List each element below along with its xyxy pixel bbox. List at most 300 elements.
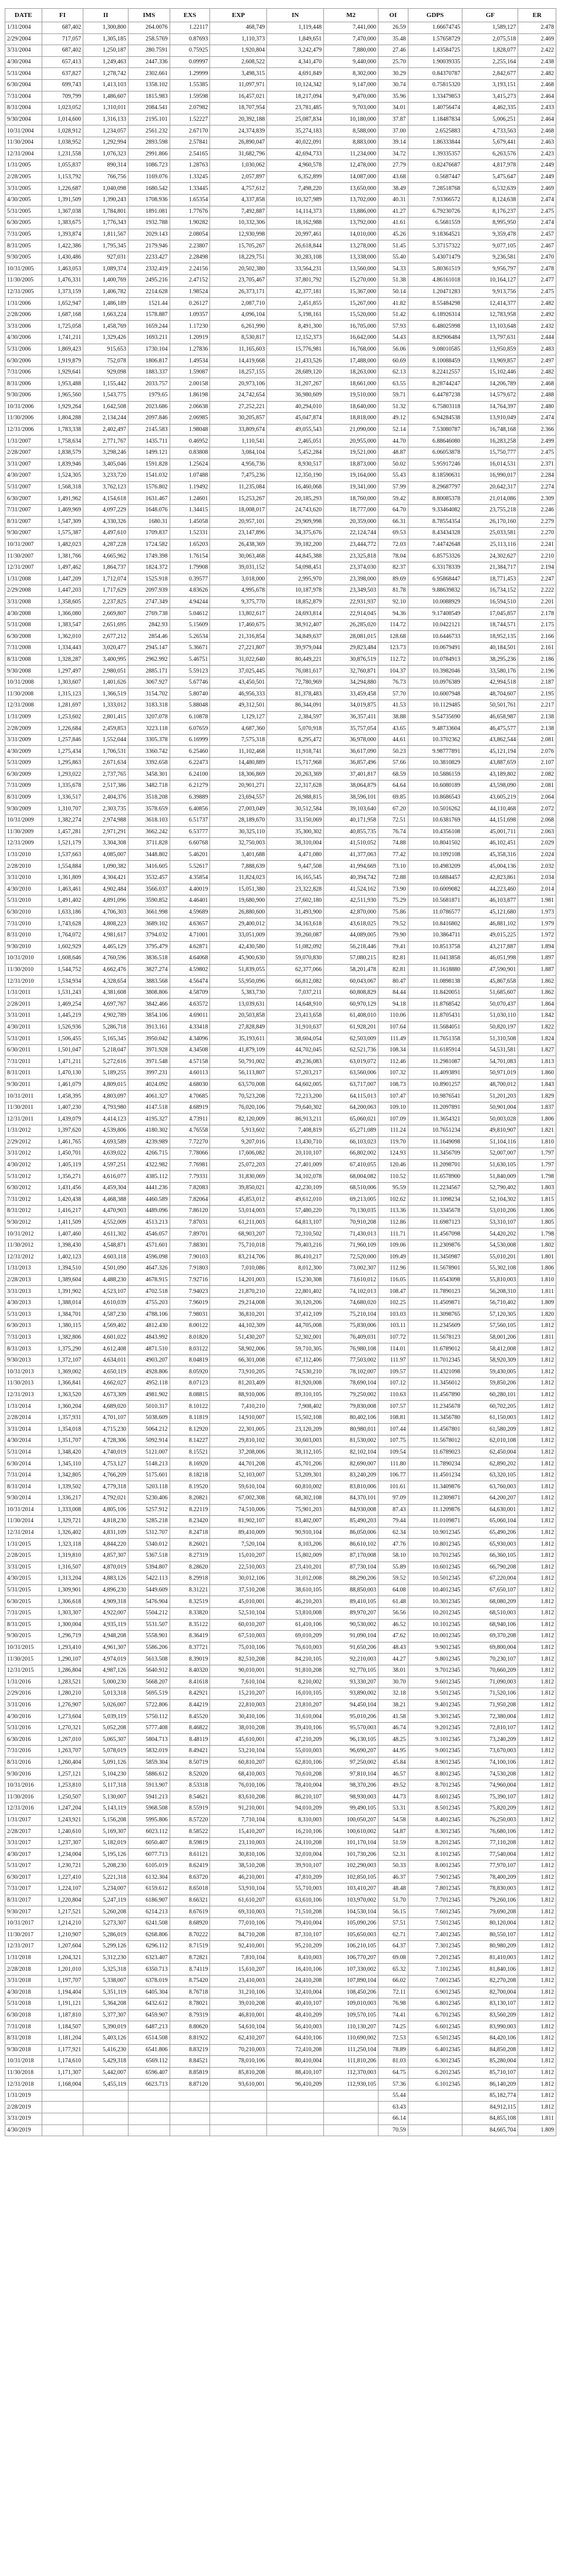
table-cell: 1,171,307	[42, 2067, 83, 2079]
table-cell: 32,010,004	[267, 1849, 324, 1861]
table-cell: 45.84	[378, 1757, 408, 1769]
table-cell: 5722.806	[129, 1699, 170, 1711]
table-cell: 1.65354	[170, 194, 210, 206]
table-cell: 6/30/2009	[5, 769, 42, 780]
table-cell: 83,240,209	[324, 1469, 378, 1481]
table-cell: 1,382,806	[42, 1332, 83, 1343]
table-cell: 5,006,251	[462, 114, 518, 125]
table-cell: 1709.837	[129, 528, 170, 539]
table-cell: 93,890,002	[324, 1688, 378, 1700]
table-cell: 74,960,004	[462, 1780, 518, 1791]
table-cell: 37,412,109	[267, 1309, 324, 1321]
table-cell: 92.10	[378, 596, 408, 608]
table-cell: 6268.806	[129, 1929, 170, 1941]
table-cell: 8,210,002	[267, 1676, 324, 1688]
table-cell: 102.62	[378, 1194, 408, 1206]
table-cell: 20,185,293	[267, 493, 324, 505]
table-cell: 42,994,518	[462, 677, 518, 688]
table-row	[5, 1964, 556, 1976]
table-cell: 74,680,020	[324, 1297, 378, 1309]
table-cell: 11.1098234	[408, 1194, 462, 1206]
table-cell: 8.19520	[170, 1481, 210, 1493]
table-cell: 3482.718	[129, 780, 170, 792]
table-cell: 2/28/2011	[5, 999, 42, 1010]
table-cell: 2,237,825	[83, 596, 129, 608]
table-cell: 1,110,373	[210, 33, 267, 45]
table-cell: 111.97	[378, 1355, 408, 1366]
table-row	[5, 1458, 556, 1470]
table-cell: 4928.806	[129, 1366, 170, 1378]
table-cell: 8.11819	[170, 1412, 210, 1424]
table-row	[5, 1975, 556, 1987]
table-cell: 2.483	[518, 344, 556, 355]
table-cell: 79.44	[378, 1516, 408, 1528]
table-cell: 4,715,230	[83, 1424, 129, 1435]
table-cell: 84.44	[378, 987, 408, 999]
table-cell: 1.812	[518, 1941, 556, 1953]
table-cell: 30,512,584	[267, 803, 324, 815]
table-cell: 2447.336	[129, 56, 170, 68]
table-cell: 1,450,701	[42, 1148, 83, 1160]
table-cell: 2.475	[518, 206, 556, 218]
table-cell: 38,510,208	[210, 1861, 267, 1872]
table-cell: 45,853,012	[210, 1194, 267, 1206]
table-cell: 48.48	[378, 1883, 408, 1895]
table-cell: 8,176,237	[462, 206, 518, 218]
table-cell: 30,120,206	[267, 1297, 324, 1309]
table-cell: 4,497,610	[83, 528, 129, 539]
table-cell: 1521.44	[129, 298, 170, 310]
table-row	[5, 1321, 556, 1332]
table-cell: 7/31/2014	[5, 1469, 42, 1481]
table-cell: 1,642,508	[83, 401, 129, 413]
table-cell: 66,103,023	[324, 1136, 378, 1148]
table-cell: 38,604,054	[267, 1033, 324, 1045]
table-cell: 70.59	[378, 2124, 408, 2136]
table-cell: 38,295,236	[462, 654, 518, 666]
table-cell: 4.58709	[170, 987, 210, 999]
table-cell: 1,543,775	[83, 390, 129, 402]
table-cell: 1.981	[518, 895, 556, 907]
table-cell: 4,766,209	[83, 1469, 129, 1481]
table-cell: 2.475	[518, 286, 556, 298]
table-cell: 30,283,108	[267, 252, 324, 263]
table-cell: 18,760,000	[324, 493, 378, 505]
table-row	[5, 1182, 556, 1194]
table-cell: 2.082	[518, 769, 556, 780]
table-cell: 8,410,003	[267, 1952, 324, 1964]
table-cell: 1,521,179	[42, 838, 83, 850]
table-row	[5, 1803, 556, 1815]
table-cell: 24,742,654	[210, 390, 267, 402]
table-cell: 107.12	[378, 1378, 408, 1390]
table-cell: 7,520,104	[210, 1539, 267, 1550]
table-cell: 5.67746	[170, 677, 210, 688]
table-cell: 1,333,008	[42, 1504, 83, 1516]
table-cell: 2.468	[518, 378, 556, 390]
table-cell: 8/31/2017	[5, 1895, 42, 1906]
table-cell: 2.467	[518, 240, 556, 252]
table-row	[5, 1607, 556, 1619]
table-cell: 95,010,206	[324, 1711, 378, 1723]
table-row	[5, 171, 556, 183]
table-cell: 11.3345678	[408, 1206, 462, 1217]
table-cell: 1.812	[518, 1343, 556, 1355]
table-cell: 1.812	[518, 1412, 556, 1424]
table-cell: 1,357,931	[42, 1412, 83, 1424]
table-cell: 1,243,921	[42, 1814, 83, 1826]
table-cell: 73,670,003	[462, 1746, 518, 1757]
table-cell: 41.58	[378, 1711, 408, 1723]
table-cell: 12/31/2009	[5, 838, 42, 850]
table-cell: 18,640,000	[324, 401, 378, 413]
table-cell: 1,250,187	[83, 45, 129, 57]
table-cell: 87,730,104	[324, 1562, 378, 1573]
table-cell: 41,879,109	[210, 1044, 267, 1056]
table-cell: 23,120,209	[267, 1424, 324, 1435]
table-cell: 26,988,815	[267, 792, 324, 803]
table-cell: 9/30/2006	[5, 390, 42, 402]
table-cell: 1,869,423	[42, 344, 83, 355]
table-cell: 4,935,119	[83, 1619, 129, 1631]
table-cell: 51.70	[378, 1895, 408, 1906]
table-cell: 12/31/2005	[5, 286, 42, 298]
table-cell: 1.812	[518, 1550, 556, 1562]
table-cell: 5230.406	[129, 1493, 170, 1505]
table-cell: 33,809,674	[210, 424, 267, 436]
table-cell: 1.90282	[170, 218, 210, 229]
table-cell: 99,490,105	[324, 1803, 378, 1815]
table-cell: 12/31/2012	[5, 1251, 42, 1263]
table-cell: 5886.612	[129, 1769, 170, 1780]
table-cell: 4546.057	[129, 1228, 170, 1240]
table-cell: 2033.757	[129, 378, 170, 390]
table-cell: 699,743	[42, 79, 83, 91]
table-cell: 11.5684051	[408, 1021, 462, 1033]
table-cell: 11.3450987	[408, 1251, 462, 1263]
table-cell: 25,033,581	[462, 528, 518, 539]
table-cell: 80,980,011	[324, 1424, 378, 1435]
table-cell: 2.57841	[170, 137, 210, 148]
table-cell: 54,098,451	[267, 562, 324, 573]
table-cell: 61,410,106	[267, 1619, 324, 1631]
table-cell: 31,682,796	[210, 148, 267, 160]
table-cell: 1,354,018	[42, 1424, 83, 1435]
table-cell: 1,741,211	[42, 332, 83, 344]
table-row	[5, 493, 556, 505]
table-cell: 8,930,517	[267, 459, 324, 470]
table-cell: 36,980,609	[267, 390, 324, 402]
table-cell: 1,313,204	[42, 1573, 83, 1585]
table-cell: 6405.304	[129, 1987, 170, 1998]
table-cell: 7.79331	[170, 1171, 210, 1183]
table-cell: 5,364,208	[83, 1998, 129, 2010]
table-row	[5, 780, 556, 792]
table-row	[5, 1332, 556, 1343]
table-cell: 74,530,210	[267, 1366, 324, 1378]
table-cell: 16,734,152	[462, 585, 518, 597]
table-cell: 3,401,688	[210, 849, 267, 861]
table-cell: 6/30/2012	[5, 1182, 42, 1194]
table-cell: 927,031	[83, 252, 129, 263]
table-cell: 1,328,287	[42, 654, 83, 666]
table-cell: 4812.430	[129, 1321, 170, 1332]
table-cell: 11.4321098	[408, 1366, 462, 1378]
table-cell: 4/30/2017	[5, 1849, 42, 1861]
table-cell: 11,235,084	[210, 481, 267, 493]
table-cell: 1,431,456	[42, 1182, 83, 1194]
table-cell: 68,903,207	[210, 1228, 267, 1240]
table-cell: 8.18590631	[408, 470, 462, 482]
table-cell: 1,155,442	[83, 378, 129, 390]
table-cell: 1.812	[518, 1826, 556, 1838]
table-cell: 6.21279	[170, 780, 210, 792]
table-cell: 2.468	[518, 125, 556, 137]
table-cell: 77,970,107	[462, 1861, 518, 1872]
table-cell: 7/31/2013	[5, 1332, 42, 1343]
table-cell: 20,359,000	[324, 516, 378, 528]
table-cell: 1,589,127	[462, 22, 518, 34]
table-cell: 31,830,069	[210, 1171, 267, 1183]
table-cell: 35,274,183	[267, 125, 324, 137]
table-cell: 44,701,208	[210, 1458, 267, 1470]
table-cell: 11.2981087	[408, 1056, 462, 1068]
table-cell: 1.39335357	[408, 148, 462, 160]
table-cell: 1648.076	[129, 504, 170, 516]
table-cell: 6.5012345	[408, 2032, 462, 2044]
table-cell: 102,290,003	[324, 1861, 378, 1872]
table-cell: 1,366,080	[42, 608, 83, 620]
table-cell: 1.811	[518, 2113, 556, 2125]
table-cell: 1,476,331	[42, 275, 83, 287]
table-cell: 2.210	[518, 551, 556, 562]
table-cell: 13,802,617	[210, 608, 267, 620]
table-cell: 46.52	[378, 1619, 408, 1631]
table-cell: 1576.802	[129, 481, 170, 493]
table-cell: 4,689,020	[83, 1401, 129, 1413]
table-cell: 1/31/2017	[5, 1814, 42, 1826]
table-cell: 36,617,090	[324, 746, 378, 758]
table-cell: 45,701,206	[267, 1458, 324, 1470]
table-row	[5, 137, 556, 148]
table-cell: 2.67170	[170, 125, 210, 137]
table-cell: 72,380,004	[462, 1711, 518, 1723]
table-cell: 1.812	[518, 1803, 556, 1815]
table-cell: 80.47	[378, 976, 408, 987]
table-cell: 1.90039335	[408, 56, 462, 68]
table-cell: 74,510,006	[210, 1504, 267, 1516]
table-cell: 28,189,670	[210, 814, 267, 826]
table-cell: 51,430,207	[210, 1332, 267, 1343]
table-cell: 4981.902	[129, 1389, 170, 1401]
table-cell: 1.815	[518, 1194, 556, 1206]
table-cell: 4,693,589	[83, 1136, 129, 1148]
table-cell: 16,705,000	[324, 321, 378, 332]
table-cell: 61,580,209	[462, 1424, 518, 1435]
table-cell: 2.00158	[170, 378, 210, 390]
table-cell: 5.46201	[170, 849, 210, 861]
table-cell: 81,378,483	[267, 688, 324, 700]
table-cell: 40,294,010	[267, 401, 324, 413]
table-cell: 8.9012345	[408, 1757, 462, 1769]
table-cell: 94,010,209	[267, 1803, 324, 1815]
table-cell: 1.812	[518, 1527, 556, 1539]
table-cell: 6/30/2013	[5, 1321, 42, 1332]
table-cell: 8.53318	[170, 1780, 210, 1791]
table-cell: 12/31/2013	[5, 1389, 42, 1401]
table-cell: 5038.609	[129, 1412, 170, 1424]
table-cell: 7/31/2006	[5, 366, 42, 378]
table-cell: 97.09	[378, 1493, 408, 1505]
table-cell	[42, 2102, 83, 2113]
table-cell: 7.94023	[170, 1286, 210, 1298]
table-row	[5, 1378, 556, 1390]
table-cell: 18,162,988	[267, 218, 324, 229]
table-cell: 2.474	[518, 413, 556, 425]
table-cell: 8.80620	[170, 2021, 210, 2033]
table-row	[5, 56, 556, 68]
table-cell: 3711.828	[129, 838, 170, 850]
table-cell: 68,410,003	[210, 1769, 267, 1780]
table-cell: 7/31/2015	[5, 1607, 42, 1619]
table-cell: 17,606,082	[210, 1148, 267, 1160]
table-row	[5, 711, 556, 723]
table-cell: 56.06	[378, 344, 408, 355]
table-cell: 29,810,102	[210, 1435, 267, 1447]
table-cell: 74.25	[378, 2021, 408, 2033]
table-cell: 1,263,707	[42, 1746, 83, 1757]
table-cell: 7.93366572	[408, 194, 462, 206]
table-cell: 4.68919	[170, 1102, 210, 1114]
table-cell: 111,810,206	[324, 2056, 378, 2068]
table-cell: 1,430,486	[42, 252, 83, 263]
table-cell: 4,616,077	[83, 1171, 129, 1183]
table-cell: 52,510,104	[210, 1607, 267, 1619]
table-cell: 38,912,407	[267, 619, 324, 631]
table-cell: 94.36	[378, 608, 408, 620]
table-row	[5, 298, 556, 310]
table-cell: 1806.817	[129, 355, 170, 367]
table-cell: 6/30/2011	[5, 1044, 42, 1056]
table-cell: 11.2309876	[408, 1240, 462, 1251]
table-cell: 5/31/2016	[5, 1722, 42, 1734]
table-cell: 12,152,373	[267, 332, 324, 344]
table-cell: 3,400,995	[83, 654, 129, 666]
table-row	[5, 2079, 556, 2090]
table-cell: 1.812	[518, 1596, 556, 1608]
table-cell: 42,823,861	[462, 872, 518, 884]
table-cell: 2,842,677	[462, 68, 518, 80]
table-cell: 91,210,001	[210, 1803, 267, 1815]
table-cell: 55,710,003	[267, 1883, 324, 1895]
table-cell: 1,717,629	[83, 585, 129, 597]
table-cell: 23,349,503	[324, 585, 378, 597]
table-cell: 10.9012345	[408, 1527, 462, 1539]
table-cell: 78.89	[378, 2044, 408, 2056]
table-cell: 8.5012345	[408, 1803, 462, 1815]
table-cell: 1,373,159	[42, 286, 83, 298]
table-cell: 68,080,209	[462, 1596, 518, 1608]
table-cell: 82.37	[378, 562, 408, 573]
table-cell: 58,902,006	[210, 1343, 267, 1355]
table-row	[5, 218, 556, 229]
table-cell: 10.8416802	[408, 918, 462, 930]
table-cell: 50.23	[378, 746, 408, 758]
column-header: ER	[518, 9, 556, 22]
table-cell: 11/30/2007	[5, 551, 42, 562]
table-cell: 3842.466	[129, 999, 170, 1010]
table-cell: 1,275,434	[42, 746, 83, 758]
table-cell: 11/30/2018	[5, 2067, 42, 2079]
table-cell: 50,820,197	[462, 1021, 518, 1033]
table-row	[5, 1068, 556, 1080]
table-row	[5, 872, 556, 884]
table-cell: 0.84370787	[408, 68, 462, 80]
table-cell: 4/30/2007	[5, 470, 42, 482]
table-cell: 3/31/2006	[5, 321, 42, 332]
table-cell: 5092.914	[129, 1435, 170, 1447]
table-cell: 112.72	[378, 654, 408, 666]
table-cell: 2,737,765	[83, 769, 129, 780]
table-cell: 2,057,897	[210, 171, 267, 183]
table-cell: 1,416,217	[42, 1206, 83, 1217]
table-cell: 1591.828	[129, 459, 170, 470]
table-cell: 61.48	[378, 1596, 408, 1608]
table-cell: 4.56474	[170, 976, 210, 987]
table-cell: 4,501,090	[83, 1263, 129, 1275]
table-cell: 2.029	[518, 838, 556, 850]
table-cell: 57.51	[378, 1917, 408, 1929]
table-cell: 12/31/2008	[5, 700, 42, 712]
table-cell: 15,410,207	[210, 1826, 267, 1838]
table-row	[5, 792, 556, 803]
table-cell: 5/31/2007	[5, 481, 42, 493]
table-cell: 2.309	[518, 493, 556, 505]
table-cell: 6/30/2014	[5, 1458, 42, 1470]
table-cell: 1,811,567	[83, 229, 129, 240]
table-cell: 5,286,019	[83, 1929, 129, 1941]
table-cell: 8.43434328	[408, 528, 462, 539]
table-cell: 55.43	[378, 470, 408, 482]
table-cell: 1815.983	[129, 91, 170, 103]
table-cell: 4,610,039	[83, 1297, 129, 1309]
table-cell: 0.46952	[170, 436, 210, 447]
table-cell: 11.6543098	[408, 1274, 462, 1286]
table-cell: 7/31/2009	[5, 780, 42, 792]
table-cell: 1,652,947	[42, 298, 83, 310]
table-row	[5, 1021, 556, 1033]
table-cell: 8/31/2010	[5, 929, 42, 941]
table-row	[5, 700, 556, 712]
table-cell: 2145.583	[129, 424, 170, 436]
table-cell: 11.6578900	[408, 1171, 462, 1183]
table-cell: 5668.207	[129, 1676, 170, 1688]
table-cell: 15,051,380	[210, 884, 267, 895]
table-cell: 7,037,211	[267, 987, 324, 999]
table-cell: 1,463,461	[42, 884, 83, 895]
table-cell: 8.05920	[170, 1366, 210, 1378]
table-cell: 74.88	[378, 838, 408, 850]
table-cell: 111.80	[378, 1458, 408, 1470]
table-row	[5, 2102, 556, 2113]
table-cell: 43,189,802	[462, 769, 518, 780]
table-cell: 9.98777891	[408, 746, 462, 758]
table-cell: 1,253,602	[42, 711, 83, 723]
table-cell: 15,717,968	[267, 758, 324, 769]
table-cell: 44,705,008	[267, 1321, 324, 1332]
table-cell: 40.31	[378, 194, 408, 206]
table-cell: 49,055,543	[267, 424, 324, 436]
